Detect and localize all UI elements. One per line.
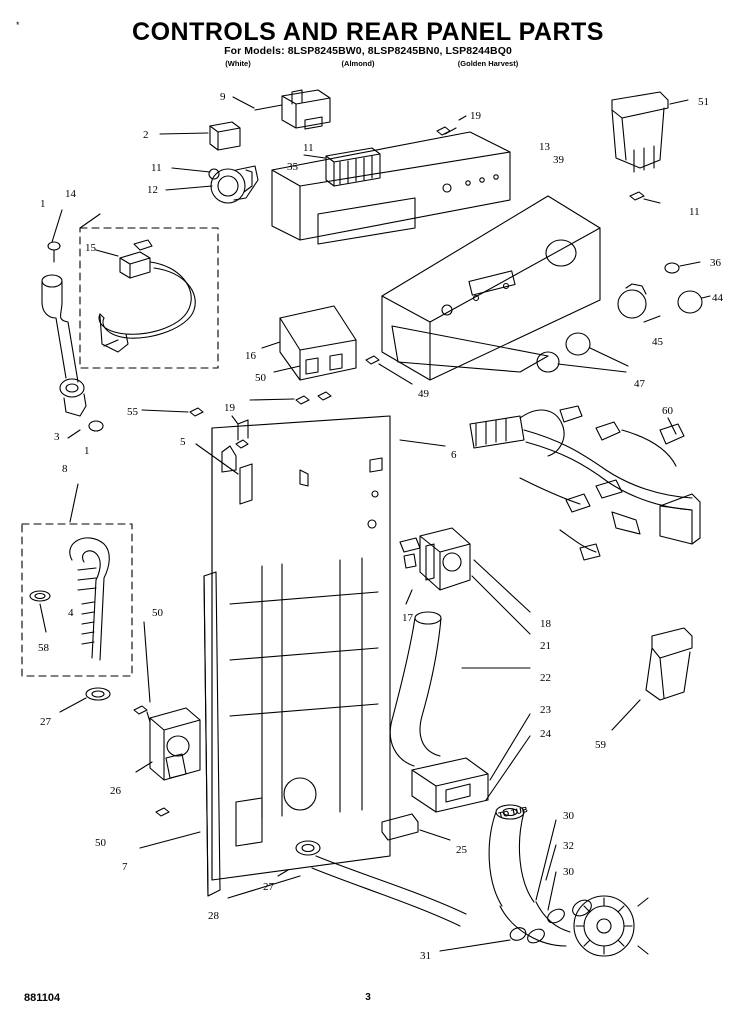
to-tub-label: TO TUB bbox=[497, 804, 529, 820]
callout-number: 3 bbox=[54, 431, 60, 443]
callout-number: 45 bbox=[652, 336, 663, 348]
callout-number: 5 bbox=[180, 436, 186, 448]
callout-number: 44 bbox=[712, 292, 723, 304]
callout-number: 32 bbox=[563, 840, 574, 852]
callout-number: 7 bbox=[122, 861, 128, 873]
callout-number: 50 bbox=[152, 607, 163, 619]
callout-number: 36 bbox=[710, 257, 721, 269]
callout-number: 13 bbox=[539, 141, 550, 153]
callout-number: 19 bbox=[224, 402, 235, 414]
callout-number: 6 bbox=[451, 449, 457, 461]
callout-number: 15 bbox=[85, 242, 96, 254]
page-title: CONTROLS AND REAR PANEL PARTS bbox=[132, 18, 604, 46]
callout-number: 21 bbox=[540, 640, 551, 652]
callout-number: 59 bbox=[595, 739, 606, 751]
callout-number: 58 bbox=[38, 642, 49, 654]
callout-number: 27 bbox=[40, 716, 51, 728]
callout-number: 14 bbox=[65, 188, 76, 200]
callout-number: 55 bbox=[127, 406, 138, 418]
callout-number: 19 bbox=[470, 110, 481, 122]
callout-number: 2 bbox=[143, 129, 149, 141]
callout-number: 30 bbox=[563, 866, 574, 878]
callout-number: 22 bbox=[540, 672, 551, 684]
callout-number: 26 bbox=[110, 785, 121, 797]
corner-asterisk: * bbox=[16, 20, 20, 30]
callout-number: 1 bbox=[84, 445, 90, 457]
callout-number: 49 bbox=[418, 388, 429, 400]
color-golden-harvest: (Golden Harvest) bbox=[457, 59, 519, 68]
callout-number: 31 bbox=[420, 950, 431, 962]
callout-number: 39 bbox=[553, 154, 564, 166]
callout-number: 8 bbox=[62, 463, 68, 475]
callout-number: 24 bbox=[540, 728, 551, 740]
callout-number: 12 bbox=[147, 184, 158, 196]
callout-number: 11 bbox=[151, 162, 162, 174]
callout-number: 9 bbox=[220, 91, 226, 103]
callout-number: 60 bbox=[662, 405, 673, 417]
callout-number: 47 bbox=[634, 378, 645, 390]
callout-number: 23 bbox=[540, 704, 551, 716]
color-almond: (Almond) bbox=[341, 59, 375, 68]
callout-number: 4 bbox=[68, 607, 74, 619]
callout-number: 17 bbox=[402, 612, 413, 624]
callout-number: 51 bbox=[698, 96, 709, 108]
callout-number: 25 bbox=[456, 844, 467, 856]
callout-number: 11 bbox=[303, 142, 314, 154]
callout-number: 30 bbox=[563, 810, 574, 822]
color-white: (White) bbox=[225, 59, 251, 68]
callout-number: 16 bbox=[245, 350, 256, 362]
callout-number: 28 bbox=[208, 910, 219, 922]
callout-number: 50 bbox=[255, 372, 266, 384]
callout-number: 35 bbox=[287, 161, 298, 173]
model-list-text: For Models: 8LSP8245BW0, 8LSP8245BN0, LSP8244BQ0 bbox=[224, 45, 512, 57]
footer-code: 881104 bbox=[24, 992, 61, 1004]
callout-number: 50 bbox=[95, 837, 106, 849]
callout-number: 18 bbox=[540, 618, 551, 630]
callout-number: 1 bbox=[40, 198, 46, 210]
callout-number: 11 bbox=[689, 206, 700, 218]
callout-number: 27 bbox=[263, 881, 274, 893]
footer-page-number: 3 bbox=[365, 992, 371, 1003]
